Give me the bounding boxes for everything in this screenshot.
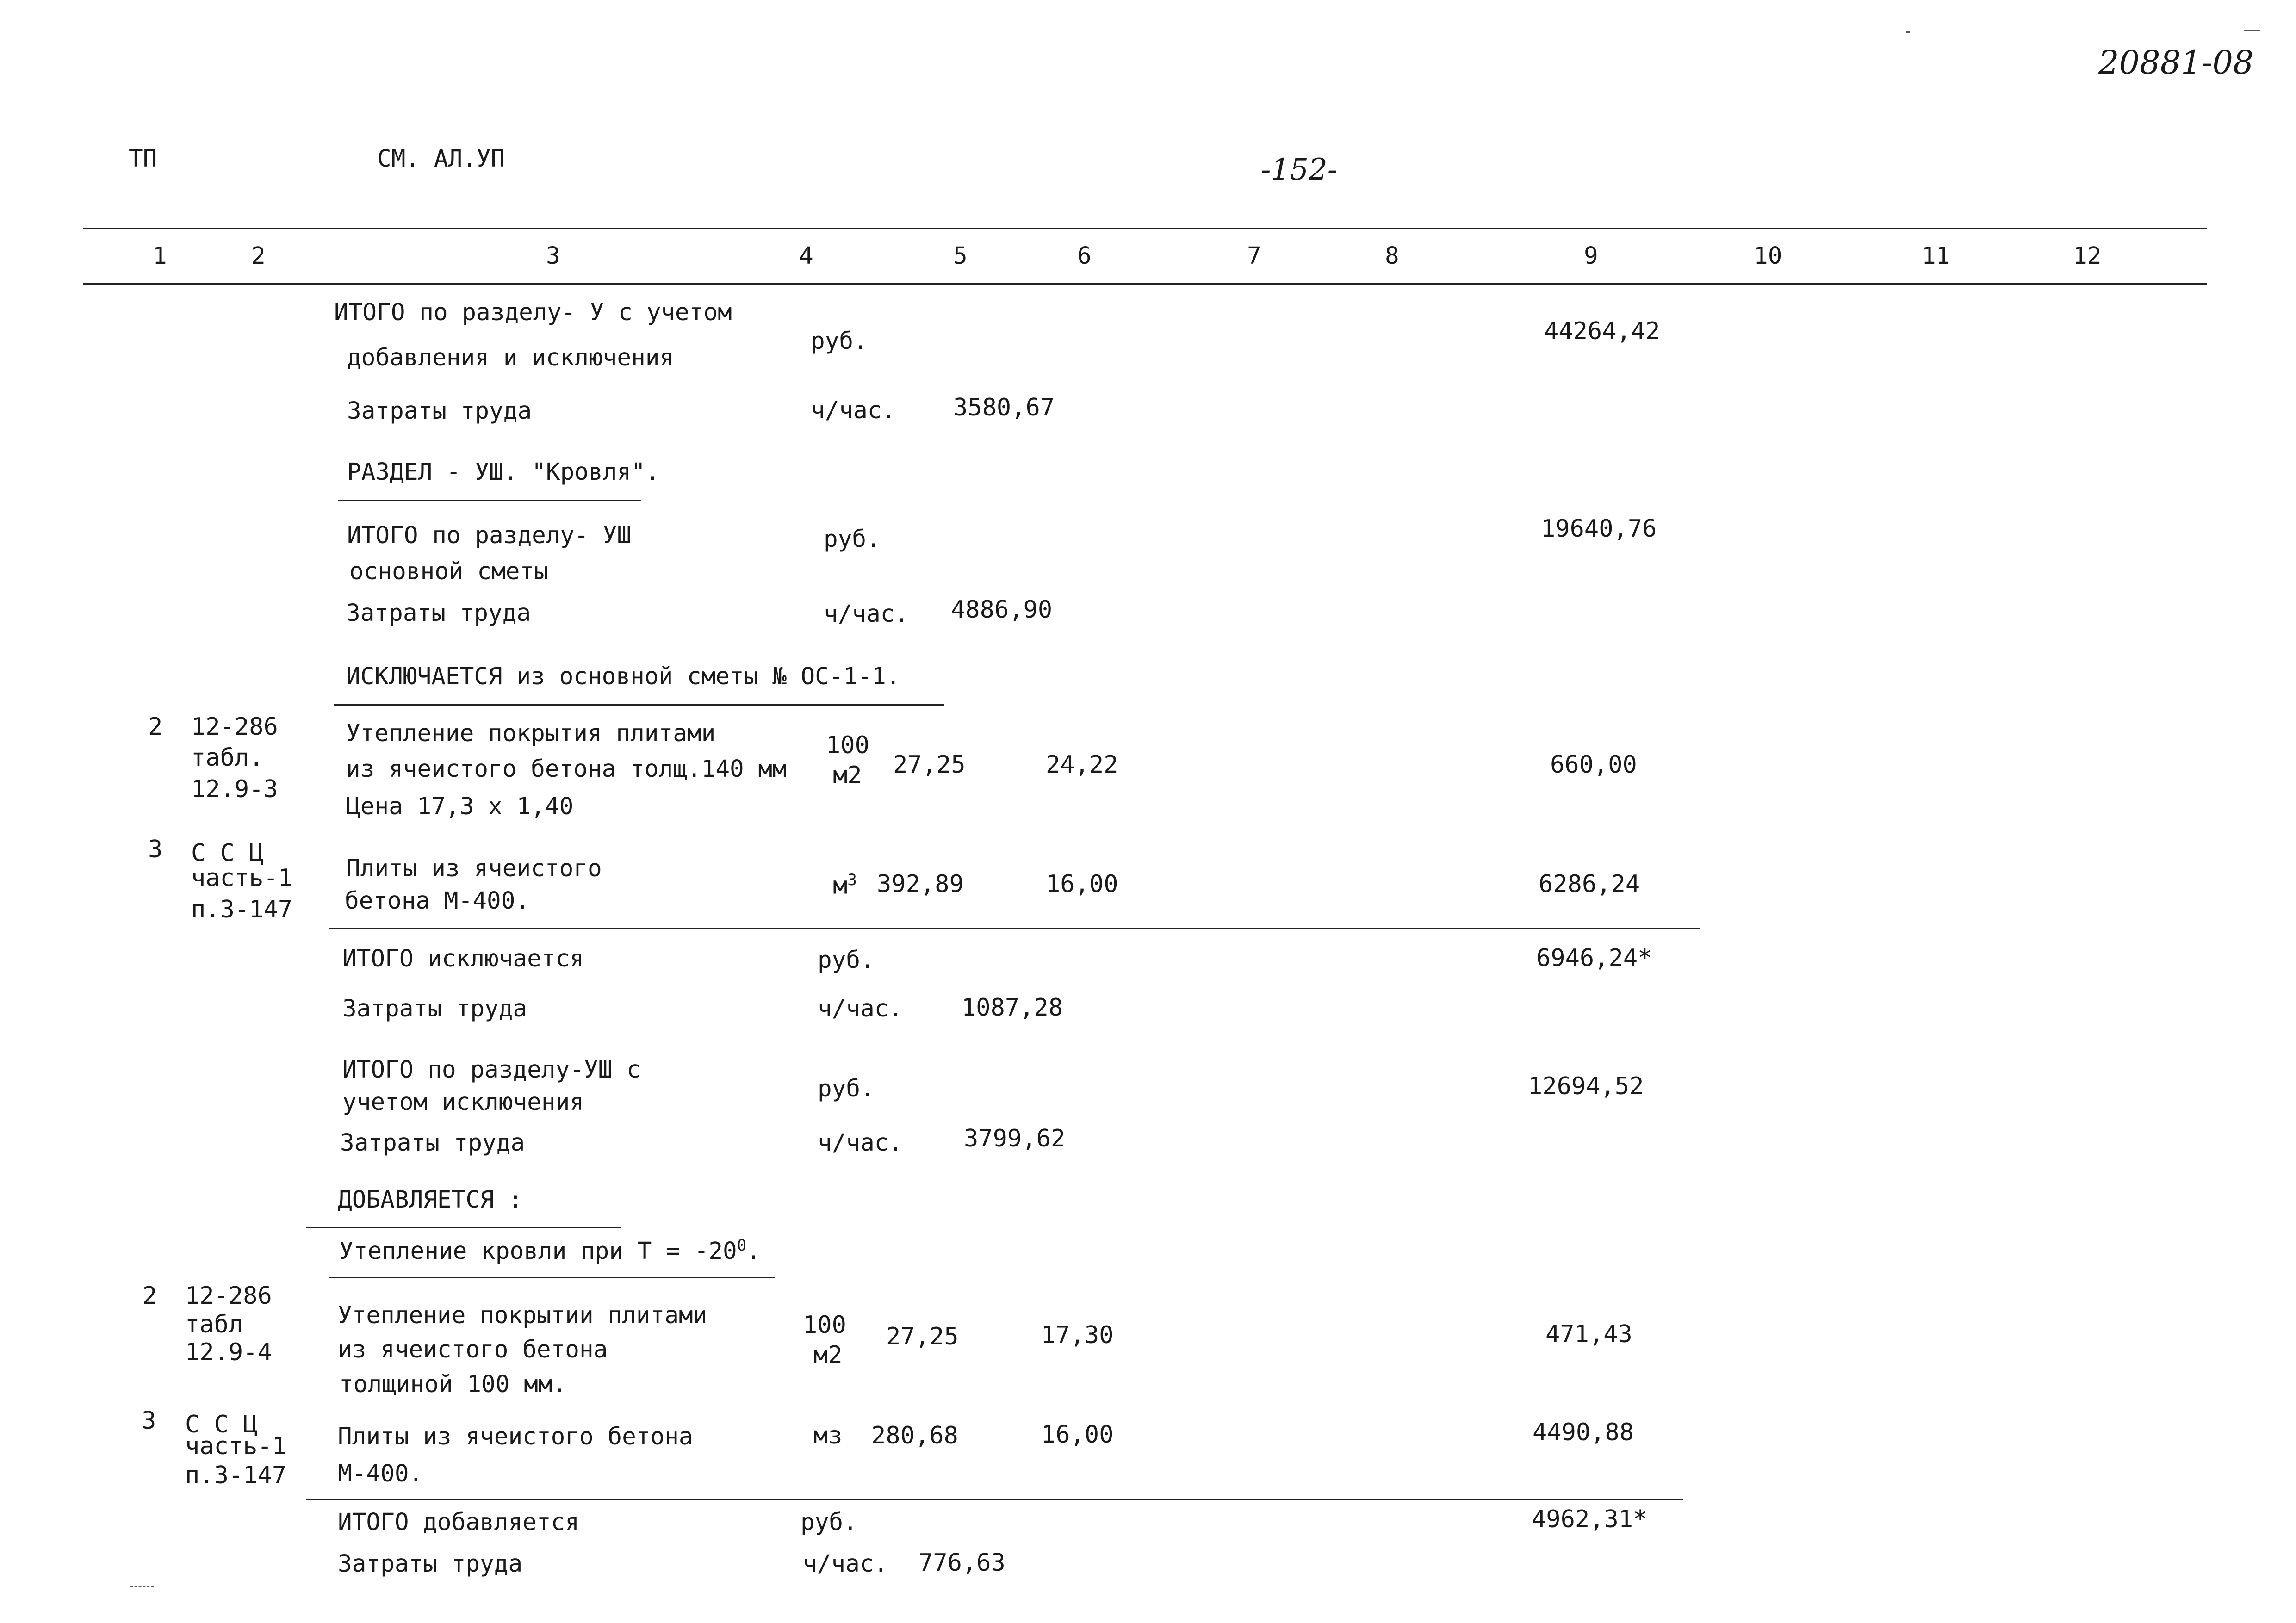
row-quantity: 4886,90 (951, 596, 1053, 624)
row-description: Цена 17,3 х 1,40 (346, 793, 574, 820)
row-total: 471,43 (1545, 1320, 1632, 1348)
row-quantity: 280,68 (871, 1422, 958, 1450)
row-unit: м2 (833, 762, 862, 789)
row-description: Затраты труда (342, 995, 527, 1022)
row-code: С С Ц (191, 839, 264, 867)
row-description: Плиты из ячеистого (346, 855, 602, 882)
section-heading-underline (338, 500, 641, 501)
row-unit: руб. (824, 526, 881, 553)
scan-mark (130, 1586, 154, 1587)
row-description: Утепление покрытия плитами (346, 720, 716, 747)
row-unit: руб. (811, 328, 868, 355)
row-unit: ч/час. (818, 1129, 903, 1157)
col-3: 3 (546, 242, 560, 270)
row-description: учетом исключения (342, 1089, 584, 1116)
row-index: 2 (148, 713, 163, 741)
row-total: 12694,52 (1528, 1072, 1644, 1100)
row-unit: м2 (813, 1341, 843, 1369)
row-unit: руб. (818, 947, 875, 974)
row-unit: мз (813, 1422, 843, 1450)
row-unit: ч/час. (811, 397, 896, 424)
row-description: Затраты труда (347, 397, 532, 425)
row-total: 4490,88 (1533, 1419, 1634, 1446)
col-7: 7 (1247, 242, 1261, 270)
row-unit: 100 (803, 1311, 846, 1339)
row-code: табл (185, 1311, 243, 1338)
corner-mark (2244, 30, 2260, 31)
col-2: 2 (251, 242, 266, 270)
row-description: Плиты из ячеистого бетона (338, 1423, 693, 1450)
row-unit: ч/час. (803, 1550, 888, 1578)
row-description: Затраты труда (346, 600, 531, 627)
row-code: табл. (191, 744, 264, 772)
row-description: Затраты труда (340, 1129, 525, 1157)
section-heading: ИСКЛЮЧАЕТСЯ из основной сметы № ОС-1-1. (346, 663, 900, 690)
col-6: 6 (1077, 242, 1092, 270)
subtotal-rule (329, 928, 1700, 929)
row-quantity: 3580,67 (953, 394, 1055, 421)
row-description: Утепление покрытии плитами (338, 1302, 707, 1329)
row-code: п.3-147 (191, 896, 293, 923)
section-heading: РАЗДЕЛ - УШ. "Кровля". (347, 458, 660, 486)
col-9: 9 (1584, 242, 1598, 270)
section-heading-underline (334, 704, 944, 706)
row-description: Затраты труда (338, 1550, 523, 1578)
row-price: 16,00 (1046, 870, 1118, 898)
header-reference: СМ. АЛ.УП (377, 145, 505, 173)
row-description: основной сметы (349, 558, 548, 585)
row-description: ИТОГО по разделу- У с учетом (334, 299, 732, 326)
section-subheading: Утепление кровли при $Т = -20^0$. (339, 1236, 761, 1265)
row-code: 12-286 (191, 713, 278, 741)
document-number: 20881-08 (2098, 43, 2254, 81)
row-total: 4962,31* (1532, 1505, 1648, 1533)
col-11: 11 (1922, 242, 1950, 270)
row-unit: $м^3$ (833, 871, 857, 900)
corner-mark-dot (1906, 31, 1910, 33)
row-total: 19640,76 (1541, 515, 1657, 543)
row-description: из ячеистого бетона толщ.140 мм (346, 756, 787, 783)
row-code: 12.9-3 (191, 775, 278, 803)
page-number: -152- (1261, 153, 1338, 187)
row-total: 6286,24 (1539, 870, 1640, 898)
row-total: 44264,42 (1544, 317, 1660, 345)
row-unit: руб. (800, 1509, 857, 1536)
row-description: М-400. (338, 1460, 423, 1487)
row-total: 6946,24* (1536, 944, 1652, 972)
row-price: 16,00 (1041, 1421, 1114, 1449)
row-total: 660,00 (1550, 751, 1637, 779)
table-top-rule (83, 228, 2207, 229)
row-quantity: 776,63 (918, 1549, 1005, 1577)
row-description: ИТОГО по разделу- УШ (347, 522, 632, 549)
row-unit: ч/час. (818, 995, 903, 1022)
row-description: ИТОГО исключается (342, 945, 584, 973)
row-code: часть-1 (185, 1432, 287, 1460)
col-4: 4 (799, 242, 813, 270)
row-price: 17,30 (1041, 1321, 1114, 1349)
row-quantity: 392,89 (877, 870, 964, 898)
row-code: 12-286 (185, 1282, 272, 1310)
section-heading: ДОБАВЛЯЕТСЯ : (338, 1186, 523, 1214)
row-code: п.3-147 (185, 1462, 287, 1489)
col-1: 1 (153, 242, 167, 270)
row-quantity: 3799,62 (964, 1125, 1066, 1152)
row-unit: ч/час. (824, 601, 909, 628)
subtotal-rule (306, 1499, 1683, 1500)
row-quantity: 27,25 (886, 1323, 959, 1350)
row-description: бетона М-400. (345, 887, 530, 915)
table-header-rule (83, 283, 2207, 285)
row-description: из ячеистого бетона (338, 1336, 608, 1363)
row-description: ИТОГО добавляется (338, 1509, 579, 1536)
row-code: часть-1 (191, 864, 293, 892)
col-8: 8 (1385, 242, 1399, 270)
section-heading-underline (306, 1227, 621, 1228)
row-price: 24,22 (1046, 751, 1118, 779)
row-description: толщиной 100 мм. (339, 1371, 567, 1398)
row-description: добавления и исключения (347, 344, 674, 372)
row-unit: 100 (826, 731, 869, 759)
row-index: 3 (142, 1407, 156, 1435)
row-index: 2 (143, 1282, 157, 1310)
row-index: 3 (148, 836, 163, 863)
row-code: 12.9-4 (185, 1338, 272, 1366)
col-10: 10 (1754, 242, 1782, 270)
row-quantity: 27,25 (893, 751, 966, 779)
header-code: ТП (129, 145, 157, 173)
row-description: ИТОГО по разделу-УШ с (342, 1056, 641, 1084)
col-12: 12 (2073, 242, 2102, 270)
col-5: 5 (953, 242, 968, 270)
row-code: С С Ц (185, 1411, 258, 1438)
row-unit: руб. (818, 1075, 875, 1103)
section-subheading-underline (329, 1277, 775, 1278)
row-quantity: 1087,28 (962, 994, 1063, 1022)
